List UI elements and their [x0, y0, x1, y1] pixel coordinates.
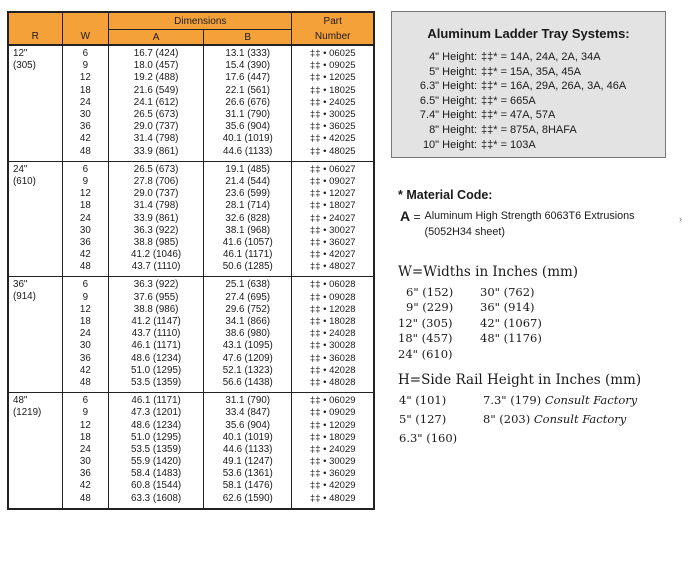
dim-b-cell: 31.1 (790) — [204, 109, 292, 121]
height-item: 6.3" (160) — [399, 431, 458, 445]
part-number-cell: ‡‡ • 18027 — [292, 200, 374, 212]
width-item: 9" (229) — [406, 300, 454, 314]
radius-cell: 48" (1219) — [8, 393, 62, 509]
table-row — [8, 85, 374, 97]
dim-a-cell: 53.5 (1359) — [109, 377, 204, 393]
width-cell: 36 — [62, 468, 109, 480]
part-number-cell: ‡‡ • 42025 — [292, 133, 374, 145]
part-number-cell: ‡‡ • 24025 — [292, 97, 374, 109]
table-row — [8, 480, 374, 492]
alu-height: 7.4" Height: — [419, 109, 477, 122]
width-cell: 42 — [62, 480, 109, 492]
dim-b-cell: 44.6 (1133) — [204, 444, 292, 456]
dim-a-cell: 41.2 (1046) — [109, 249, 204, 261]
part-number-cell: ‡‡ • 24029 — [292, 444, 374, 456]
table-row — [8, 200, 374, 212]
width-cell: 18 — [62, 85, 109, 97]
dim-b-cell: 38.1 (968) — [204, 225, 292, 237]
dim-a-cell: 48.6 (1234) — [109, 353, 204, 365]
part-number-cell: ‡‡ • 36028 — [292, 353, 374, 365]
dim-b-cell: 58.1 (1476) — [204, 480, 292, 492]
width-cell: 24 — [62, 328, 109, 340]
width-cell: 12 — [62, 72, 109, 84]
table-row — [8, 97, 374, 109]
part-number-cell: ‡‡ • 48027 — [292, 261, 374, 277]
table-row — [8, 45, 374, 60]
dim-b-cell: 49.1 (1247) — [204, 456, 292, 468]
dim-a-cell: 29.0 (737) — [109, 121, 204, 133]
table-body — [8, 45, 374, 509]
material-line2: (5052H34 sheet) — [424, 226, 505, 238]
alu-height: 6.3" Height: — [419, 80, 477, 93]
width-cell: 48 — [62, 377, 109, 393]
width-item: 18" (457) — [398, 331, 453, 345]
width-cell: 18 — [62, 200, 109, 212]
alu-height: 8" Height: — [429, 123, 477, 136]
alu-height: 5" Height: — [429, 65, 477, 78]
table-row — [8, 365, 374, 377]
table-row — [8, 237, 374, 249]
width-cell: 48 — [62, 146, 109, 162]
height-item: 8" (203) Consult Factory — [483, 412, 627, 426]
material-key: A = — [400, 208, 421, 224]
table-row — [8, 109, 374, 121]
dim-b-cell: 28.1 (714) — [204, 200, 292, 212]
alu-codes: ‡‡* = 875A, 8HAFA — [481, 123, 577, 136]
alu-height: 4" Height: — [429, 51, 477, 63]
alu-item — [392, 79, 665, 94]
part-number-cell: ‡‡ • 12029 — [292, 419, 374, 431]
alu-item — [392, 108, 665, 123]
aluminum-systems-box — [391, 11, 666, 158]
dim-a-cell: 63.3 (1608) — [109, 493, 204, 509]
part-number-cell: ‡‡ • 09029 — [292, 407, 374, 419]
dim-b-cell: 23.6 (599) — [204, 188, 292, 200]
alu-height: 6.5" Height: — [419, 94, 477, 107]
width-cell: 30 — [62, 225, 109, 237]
part-number-cell: ‡‡ • 24027 — [292, 212, 374, 224]
part-number-cell: ‡‡ • 30025 — [292, 109, 374, 121]
table-row — [8, 316, 374, 328]
part-number-cell: ‡‡ • 06028 — [292, 277, 374, 292]
dim-b-cell: 44.6 (1133) — [204, 146, 292, 162]
dim-b-cell: 34.1 (866) — [204, 316, 292, 328]
alu-codes: ‡‡* = 16A, 29A, 26A, 3A, 46A — [481, 80, 627, 93]
part-number-cell: ‡‡ • 06025 — [292, 45, 374, 60]
dim-a-cell: 27.8 (706) — [109, 176, 204, 188]
dim-b-cell: 50.6 (1285) — [204, 261, 292, 277]
radius-cell: 24" (610) — [8, 161, 62, 277]
dim-b-cell: 56.6 (1438) — [204, 377, 292, 393]
width-cell: 36 — [62, 237, 109, 249]
dimensions-header: Dimensions — [109, 12, 292, 30]
part-number-cell: ‡‡ • 30027 — [292, 225, 374, 237]
table-row — [8, 340, 374, 352]
material-code-entry — [400, 208, 635, 240]
part-number-cell: ‡‡ • 09027 — [292, 176, 374, 188]
width-cell: 6 — [62, 161, 109, 176]
dim-a-cell: 55.9 (1420) — [109, 456, 204, 468]
table-row — [8, 419, 374, 431]
dim-b-cell: 62.6 (1590) — [204, 493, 292, 509]
width-cell: 30 — [62, 456, 109, 468]
alu-codes: ‡‡* = 103A — [481, 138, 536, 151]
dim-b-cell: 26.6 (676) — [204, 97, 292, 109]
material-description — [425, 208, 635, 240]
dim-b-cell: 53.6 (1361) — [204, 468, 292, 480]
table-row — [8, 328, 374, 340]
alu-codes: ‡‡* = 47A, 57A — [481, 109, 556, 122]
dim-b-cell: 38.6 (980) — [204, 328, 292, 340]
radius-cell: 12" (305) — [8, 45, 62, 161]
dim-a-cell: 21.6 (549) — [109, 85, 204, 97]
alu-item — [392, 50, 665, 65]
heights-title: H=Side Rail Height in Inches (mm) — [398, 372, 642, 388]
width-cell: 48 — [62, 261, 109, 277]
dim-a-cell: 29.0 (737) — [109, 188, 204, 200]
dim-a-cell: 36.3 (922) — [109, 225, 204, 237]
dim-a-cell: 53.5 (1359) — [109, 444, 204, 456]
width-cell: 30 — [62, 109, 109, 121]
width-cell: 12 — [62, 304, 109, 316]
dim-b-cell: 41.6 (1057) — [204, 237, 292, 249]
width-cell: 12 — [62, 419, 109, 431]
radius-cell: 36" (914) — [8, 277, 62, 393]
dim-b-cell: 27.4 (695) — [204, 292, 292, 304]
part-number-cell: ‡‡ • 09028 — [292, 292, 374, 304]
dim-a-cell: 33.9 (861) — [109, 146, 204, 162]
dim-a-cell: 51.0 (1295) — [109, 365, 204, 377]
dim-a-cell: 36.3 (922) — [109, 277, 204, 292]
dim-b-cell: 22.1 (561) — [204, 85, 292, 97]
table-row — [8, 353, 374, 365]
part-number-cell: ‡‡ • 12028 — [292, 304, 374, 316]
width-cell: 36 — [62, 121, 109, 133]
table-row — [8, 393, 374, 408]
dim-a-cell: 33.9 (861) — [109, 212, 204, 224]
table-row — [8, 121, 374, 133]
dim-a-cell: 51.0 (1295) — [109, 432, 204, 444]
alu-item — [392, 123, 665, 138]
dim-a-cell: 16.7 (424) — [109, 45, 204, 60]
part-number-cell: ‡‡ • 48028 — [292, 377, 374, 393]
width-item: 48" (1176) — [480, 331, 542, 345]
dim-b-cell: 31.1 (790) — [204, 393, 292, 408]
dim-a-cell: 31.4 (798) — [109, 133, 204, 145]
widths-title: W=Widths in Inches (mm) — [398, 264, 579, 280]
part-number-cell: ‡‡ • 18025 — [292, 85, 374, 97]
dim-a-cell: 48.6 (1234) — [109, 419, 204, 431]
dim-a-cell: 24.1 (612) — [109, 97, 204, 109]
width-item: 24" (610) — [398, 347, 453, 361]
dim-b-cell: 33.4 (847) — [204, 407, 292, 419]
dim-a-cell: 46.1 (1171) — [109, 340, 204, 352]
part-number-cell: ‡‡ • 30029 — [292, 456, 374, 468]
dim-a-cell: 60.8 (1544) — [109, 480, 204, 492]
dim-a-cell: 47.3 (1201) — [109, 407, 204, 419]
width-cell: 24 — [62, 444, 109, 456]
dim-b-cell: 52.1 (1323) — [204, 365, 292, 377]
table-row — [8, 432, 374, 444]
dim-a-cell: 19.2 (488) — [109, 72, 204, 84]
width-cell: 30 — [62, 340, 109, 352]
height-item: 7.3" (179) Consult Factory — [483, 393, 638, 407]
material-line1: Aluminum High Strength 6063T6 Extrusions — [424, 210, 635, 222]
part-number-cell: ‡‡ • 48029 — [292, 493, 374, 509]
part-number-cell: ‡‡ • 12027 — [292, 188, 374, 200]
dim-a-cell: 31.4 (798) — [109, 200, 204, 212]
aluminum-systems-title: Aluminum Ladder Tray Systems: — [427, 26, 630, 41]
height-item: 5" (127) — [399, 412, 447, 426]
table-row — [8, 468, 374, 480]
b-header: B — [204, 30, 292, 46]
part-number-cell: ‡‡ • 42029 — [292, 480, 374, 492]
a-header: A — [109, 30, 204, 46]
w-header-blank — [62, 12, 109, 30]
width-item: 6" (152) — [406, 285, 454, 299]
part-number-cell: ‡‡ • 09025 — [292, 60, 374, 72]
part-number-cell: ‡‡ • 48025 — [292, 146, 374, 162]
table-row — [8, 161, 374, 176]
width-cell: 42 — [62, 249, 109, 261]
alu-item — [392, 138, 665, 153]
width-cell: 42 — [62, 133, 109, 145]
table-row — [8, 444, 374, 456]
dim-b-cell: 40.1 (1019) — [204, 133, 292, 145]
width-item: 42" (1067) — [480, 316, 542, 330]
alu-codes: ‡‡* = 15A, 35A, 45A — [481, 65, 581, 78]
dimensions-table — [7, 11, 375, 510]
chevron-right-icon: › — [679, 214, 682, 224]
table-row — [8, 493, 374, 509]
part-number-cell: ‡‡ • 36029 — [292, 468, 374, 480]
part-number-cell: ‡‡ • 06027 — [292, 161, 374, 176]
width-cell: 6 — [62, 45, 109, 60]
width-cell: 24 — [62, 97, 109, 109]
dim-b-cell: 21.4 (544) — [204, 176, 292, 188]
table-row — [8, 249, 374, 261]
dim-b-cell: 35.6 (904) — [204, 419, 292, 431]
height-item: 4" (101) — [399, 393, 447, 407]
dim-a-cell: 58.4 (1483) — [109, 468, 204, 480]
width-cell: 18 — [62, 432, 109, 444]
material-code-title: * Material Code: — [398, 188, 493, 202]
width-item: 12" (305) — [398, 316, 453, 330]
width-cell: 9 — [62, 60, 109, 72]
dim-a-cell: 37.6 (955) — [109, 292, 204, 304]
dim-b-cell: 46.1 (1171) — [204, 249, 292, 261]
part-number-cell: ‡‡ • 42028 — [292, 365, 374, 377]
table-row — [8, 188, 374, 200]
table-row — [8, 212, 374, 224]
alu-item — [392, 65, 665, 80]
table-row — [8, 292, 374, 304]
width-cell: 9 — [62, 292, 109, 304]
part-number-cell: ‡‡ • 36025 — [292, 121, 374, 133]
dim-b-cell: 29.6 (752) — [204, 304, 292, 316]
table-row — [8, 72, 374, 84]
part-number-cell: ‡‡ • 18029 — [292, 432, 374, 444]
dim-b-cell: 25.1 (638) — [204, 277, 292, 292]
part-number-cell: ‡‡ • 30028 — [292, 340, 374, 352]
dim-a-cell: 38.8 (985) — [109, 237, 204, 249]
dim-b-cell: 15.4 (390) — [204, 60, 292, 72]
part-number-cell: ‡‡ • 36027 — [292, 237, 374, 249]
part-header-line2: Number — [292, 30, 374, 46]
dim-a-cell: 46.1 (1171) — [109, 393, 204, 408]
width-cell: 48 — [62, 493, 109, 509]
part-number-cell: ‡‡ • 12025 — [292, 72, 374, 84]
table-row — [8, 146, 374, 162]
w-header: W — [62, 30, 109, 46]
dim-b-cell: 13.1 (333) — [204, 45, 292, 60]
aluminum-systems-list — [392, 50, 665, 152]
width-item: 30" (762) — [480, 285, 535, 299]
table-row — [8, 456, 374, 468]
alu-height: 10" Height: — [422, 138, 477, 151]
table-row — [8, 133, 374, 145]
part-header-line1: Part — [292, 12, 374, 30]
part-number-cell: ‡‡ • 42027 — [292, 249, 374, 261]
dim-b-cell: 19.1 (485) — [204, 161, 292, 176]
dim-a-cell: 26.5 (673) — [109, 109, 204, 121]
dim-b-cell: 40.1 (1019) — [204, 432, 292, 444]
width-item: 36" (914) — [480, 300, 535, 314]
table-row — [8, 176, 374, 188]
width-cell: 24 — [62, 212, 109, 224]
alu-item — [392, 94, 665, 109]
table-row — [8, 407, 374, 419]
dim-b-cell: 17.6 (447) — [204, 72, 292, 84]
dim-a-cell: 26.5 (673) — [109, 161, 204, 176]
table-row — [8, 225, 374, 237]
width-cell: 6 — [62, 277, 109, 292]
alu-codes: ‡‡* = 665A — [481, 94, 536, 107]
dim-b-cell: 47.6 (1209) — [204, 353, 292, 365]
dim-a-cell: 43.7 (1110) — [109, 328, 204, 340]
width-cell: 18 — [62, 316, 109, 328]
dim-a-cell: 41.2 (1147) — [109, 316, 204, 328]
table-row — [8, 304, 374, 316]
width-cell: 6 — [62, 393, 109, 408]
part-number-cell: ‡‡ • 06029 — [292, 393, 374, 408]
width-cell: 9 — [62, 176, 109, 188]
width-cell: 12 — [62, 188, 109, 200]
table-row — [8, 377, 374, 393]
alu-codes: ‡‡* = 14A, 24A, 2A, 34A — [481, 51, 601, 63]
width-cell: 42 — [62, 365, 109, 377]
width-cell: 36 — [62, 353, 109, 365]
dim-b-cell: 32.6 (828) — [204, 212, 292, 224]
dim-a-cell: 43.7 (1110) — [109, 261, 204, 277]
r-header-blank — [8, 12, 62, 30]
part-number-cell: ‡‡ • 18028 — [292, 316, 374, 328]
width-cell: 9 — [62, 407, 109, 419]
dim-b-cell: 43.1 (1095) — [204, 340, 292, 352]
table-row — [8, 277, 374, 292]
dim-a-cell: 18.0 (457) — [109, 60, 204, 72]
part-number-cell: ‡‡ • 24028 — [292, 328, 374, 340]
dim-b-cell: 35.6 (904) — [204, 121, 292, 133]
dim-a-cell: 38.8 (986) — [109, 304, 204, 316]
r-header: R — [8, 30, 62, 46]
table-row — [8, 60, 374, 72]
table-row — [8, 261, 374, 277]
